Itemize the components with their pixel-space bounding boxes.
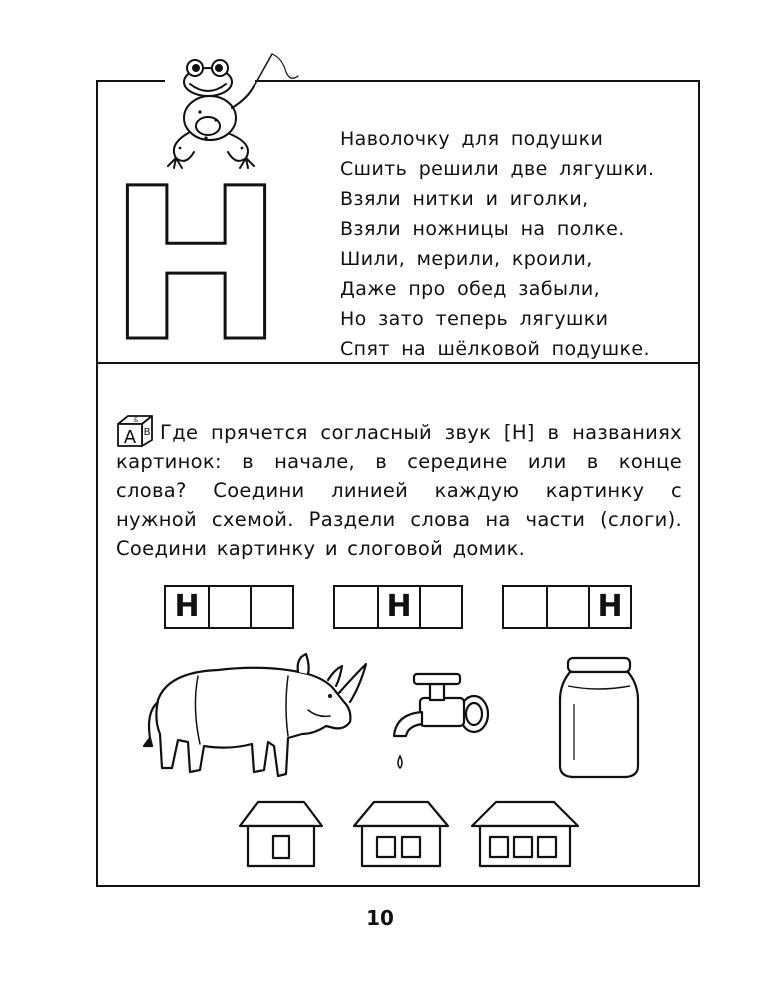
task-instructions: [116, 418, 682, 563]
sound-scheme-middle[interactable]: [333, 585, 463, 629]
scheme-cell: [504, 587, 546, 627]
rhinoceros-icon[interactable]: [138, 650, 370, 790]
scheme-cell: [250, 587, 292, 627]
scheme-cell: [419, 587, 461, 627]
task-text: Где прячется согласный звук [Н] в названиях картинок: в начале, в середине или в конце слова? Соедини линией каждую картинку с нужной схемой. Раздели слова на части (слоги). Соедини картинку и слоговой домик.: [116, 421, 682, 560]
syllable-window: [490, 837, 508, 857]
syllable-window: [538, 837, 556, 857]
scheme-cell: Н: [377, 587, 419, 627]
scheme-cell: [546, 587, 588, 627]
sound-scheme-start[interactable]: [164, 585, 294, 629]
poem: [340, 124, 654, 364]
scheme-cell: [208, 587, 250, 627]
jar-icon[interactable]: [554, 656, 644, 780]
svg-text:Н: Н: [108, 143, 284, 388]
poem-line: Даже про обед забыли,: [340, 278, 601, 300]
scheme-cell: Н: [174, 589, 200, 624]
poem-line: Сшить решили две лягушки.: [340, 158, 655, 180]
svg-text:В: В: [143, 427, 151, 438]
scheme-cell: Н: [588, 587, 630, 627]
syllable-house-one[interactable]: [238, 800, 324, 868]
syllable-window: [402, 837, 420, 857]
syllable-window: [377, 837, 395, 857]
poem-line: Наволочку для подушки: [340, 128, 604, 150]
sound-scheme-end[interactable]: [502, 585, 632, 629]
syllable-house-two[interactable]: [352, 800, 450, 868]
poem-line: Но зато теперь лягушки: [340, 308, 609, 330]
page-number: 10: [366, 906, 394, 930]
syllable-window: [514, 837, 532, 857]
poem-line: Взяли ножницы на полке.: [340, 218, 625, 240]
faucet-icon[interactable]: [386, 664, 496, 774]
svg-text:Б: Б: [133, 417, 139, 424]
scheme-cell: [335, 587, 377, 627]
big-letter-n: [108, 143, 284, 388]
poem-line: Взяли нитки и иголки,: [340, 188, 589, 210]
syllable-house-three[interactable]: [470, 800, 580, 868]
svg-text:А: А: [123, 427, 137, 448]
syllable-window: [273, 836, 289, 858]
poem-line: Шили, мерили, кроили,: [340, 248, 593, 270]
poem-line: Спят на шёлковой подушке.: [340, 338, 650, 360]
